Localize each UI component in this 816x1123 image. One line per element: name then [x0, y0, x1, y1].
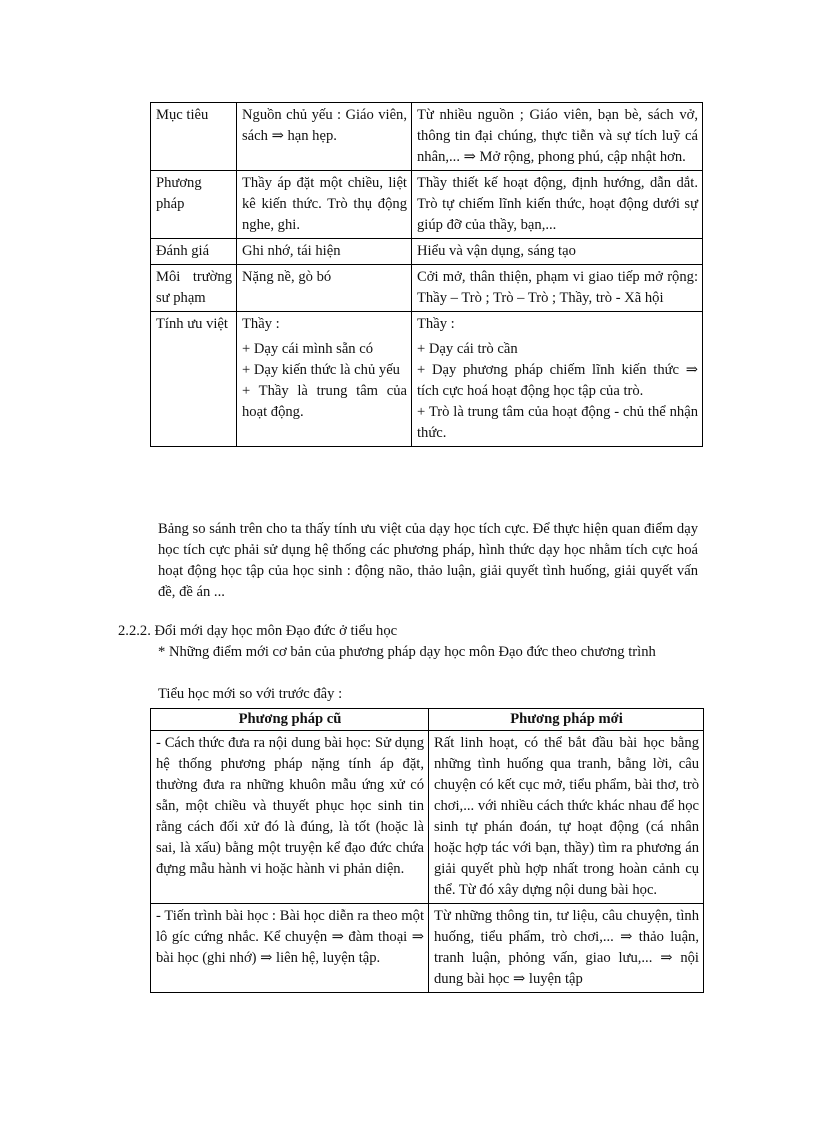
- cell-line: Nguồn chủ yếu : Giáo viên, sách ⇒ hạn hẹp.: [242, 107, 407, 144]
- new-method-cell: Từ những thông tin, tư liệu, câu chuyện, tình huống, tiểu phẩm, trò chơi,... ⇒ thảo luận, tranh luận, phỏng vấn, giao lưu,... ⇒ nội dung bài học ⇒ luyện tập: [429, 904, 704, 993]
- cell-line: + Dạy cái mình sẵn có: [242, 341, 374, 357]
- criterion-cell: Tính ưu việt: [151, 312, 237, 447]
- new-method-cell: Rất linh hoạt, có thể bắt đầu bài học bằng những tình huống qua tranh, bằng lời, câu chuyện có kết cục mở, tiểu phẩm, bài thơ, trò chơi,... với nhiều cách thức khác nhau để học sinh tự phán đoán, tự hoạt động (cá nhân hoặc hợp tác với bạn, thầy) tìm ra phương án giải quyết phù hợp nhất trong hoàn cảnh cụ thể. Từ đó xây dựng nội dung bài học.: [429, 731, 704, 904]
- comparison-table-body: [151, 103, 703, 447]
- active-cell: [412, 103, 703, 171]
- cell-line: + Dạy phương pháp chiếm lĩnh kiến thức ⇒ tích cực hoá hoạt động học tập của trò.: [417, 362, 698, 399]
- traditional-cell: [237, 171, 412, 239]
- cell-line: Ghi nhớ, tái hiện: [242, 243, 341, 259]
- active-cell: [412, 312, 703, 447]
- cell-line: Thầy :: [417, 316, 455, 332]
- method-table-body: [151, 731, 704, 993]
- cell-line: + Thầy là trung tâm của hoạt động.: [242, 383, 407, 420]
- active-cell: [412, 265, 703, 312]
- criterion-cell: Môi trường sư phạm: [151, 265, 237, 312]
- old-method-cell: - Tiến trình bài học : Bài học diễn ra theo một lô gíc cứng nhắc. Kể chuyện ⇒ đàm thoại ⇒ bài học (ghi nhớ) ⇒ liên hệ, luyện tập.: [151, 904, 429, 993]
- section-heading: 2.2.2. Đổi mới dạy học môn Đạo đức ở tiểu học: [118, 623, 398, 639]
- cell-line: Từ nhiều nguồn ; Giáo viên, bạn bè, sách vở, thông tin đại chúng, thực tiễn và sự tích luỹ cá nhân,... ⇒ Mở rộng, phong phú, cập nhật hơn.: [417, 107, 698, 165]
- traditional-cell: [237, 103, 412, 171]
- method-row: [151, 904, 704, 993]
- cell-line: Cởi mở, thân thiện, phạm vi giao tiếp mở rộng: Thầy – Trò ; Trò – Trò ; Thầy, trò - Xã hội: [417, 269, 698, 306]
- criterion-cell: Phương pháp: [151, 171, 237, 239]
- header-old-method: Phương pháp cũ: [151, 709, 429, 731]
- method-row: [151, 731, 704, 904]
- cell-line: Hiểu và vận dụng, sáng tạo: [417, 243, 576, 259]
- traditional-cell: [237, 239, 412, 265]
- active-cell: [412, 171, 703, 239]
- criterion-cell: Mục tiêu: [151, 103, 237, 171]
- summary-paragraph: Bảng so sánh trên cho ta thấy tính ưu việt của dạy học tích cực. Để thực hiện quan điểm dạy học tích cực phải sử dụng hệ thống các phương pháp, hình thức dạy học nhằm tích cực hoá hoạt động học tập của học sinh : động não, thảo luận, giải quyết tình huống, giải quyết vấn đề, đề án ...: [158, 521, 698, 600]
- method-table-header: [151, 709, 704, 731]
- comparison-row: [151, 312, 703, 447]
- traditional-cell: [237, 265, 412, 312]
- active-cell: [412, 239, 703, 265]
- sub-paragraph: Tiểu học mới so với trước đây :: [158, 686, 343, 702]
- comparison-table: [150, 102, 703, 447]
- comparison-row: [151, 171, 703, 239]
- cell-line: Thầy thiết kế hoạt động, định hướng, dẫn dắt. Trò tự chiếm lĩnh kiến thức, hoạt động dưới sự giúp đỡ của thầy, bạn,...: [417, 175, 698, 233]
- criterion-cell: Đánh giá: [151, 239, 237, 265]
- header-new-method: Phương pháp mới: [429, 709, 704, 731]
- old-method-cell: - Cách thức đưa ra nội dung bài học: Sử dụng hệ thống phương pháp nặng tính áp đặt, thường đưa ra những khuôn mẫu ứng xử có sẵn, một chiều và thuyết phục học sinh tin rằng cách đối xử đó là đúng, là tốt (hoặc là sai, là xấu) bằng một truyện kể đạo đức chứa đựng mẫu hành vi hoặc hành vi phản diện.: [151, 731, 429, 904]
- comparison-row: [151, 103, 703, 171]
- cell-line: Thầy :: [242, 316, 280, 332]
- comparison-row: [151, 239, 703, 265]
- comparison-row: [151, 265, 703, 312]
- cell-line: + Dạy kiến thức là chủ yếu: [242, 362, 400, 378]
- method-table: [150, 708, 704, 993]
- cell-line: + Dạy cái trò cần: [417, 341, 518, 357]
- traditional-cell: [237, 312, 412, 447]
- bullet-paragraph: * Những điểm mới cơ bản của phương pháp dạy học môn Đạo đức theo chương trình: [158, 644, 656, 660]
- cell-line: Nặng nề, gò bó: [242, 269, 332, 285]
- cell-line: + Trò là trung tâm của hoạt động - chủ thể nhận thức.: [417, 404, 698, 441]
- cell-line: Thầy áp đặt một chiều, liệt kê kiến thức. Trò thụ động nghe, ghi.: [242, 175, 407, 233]
